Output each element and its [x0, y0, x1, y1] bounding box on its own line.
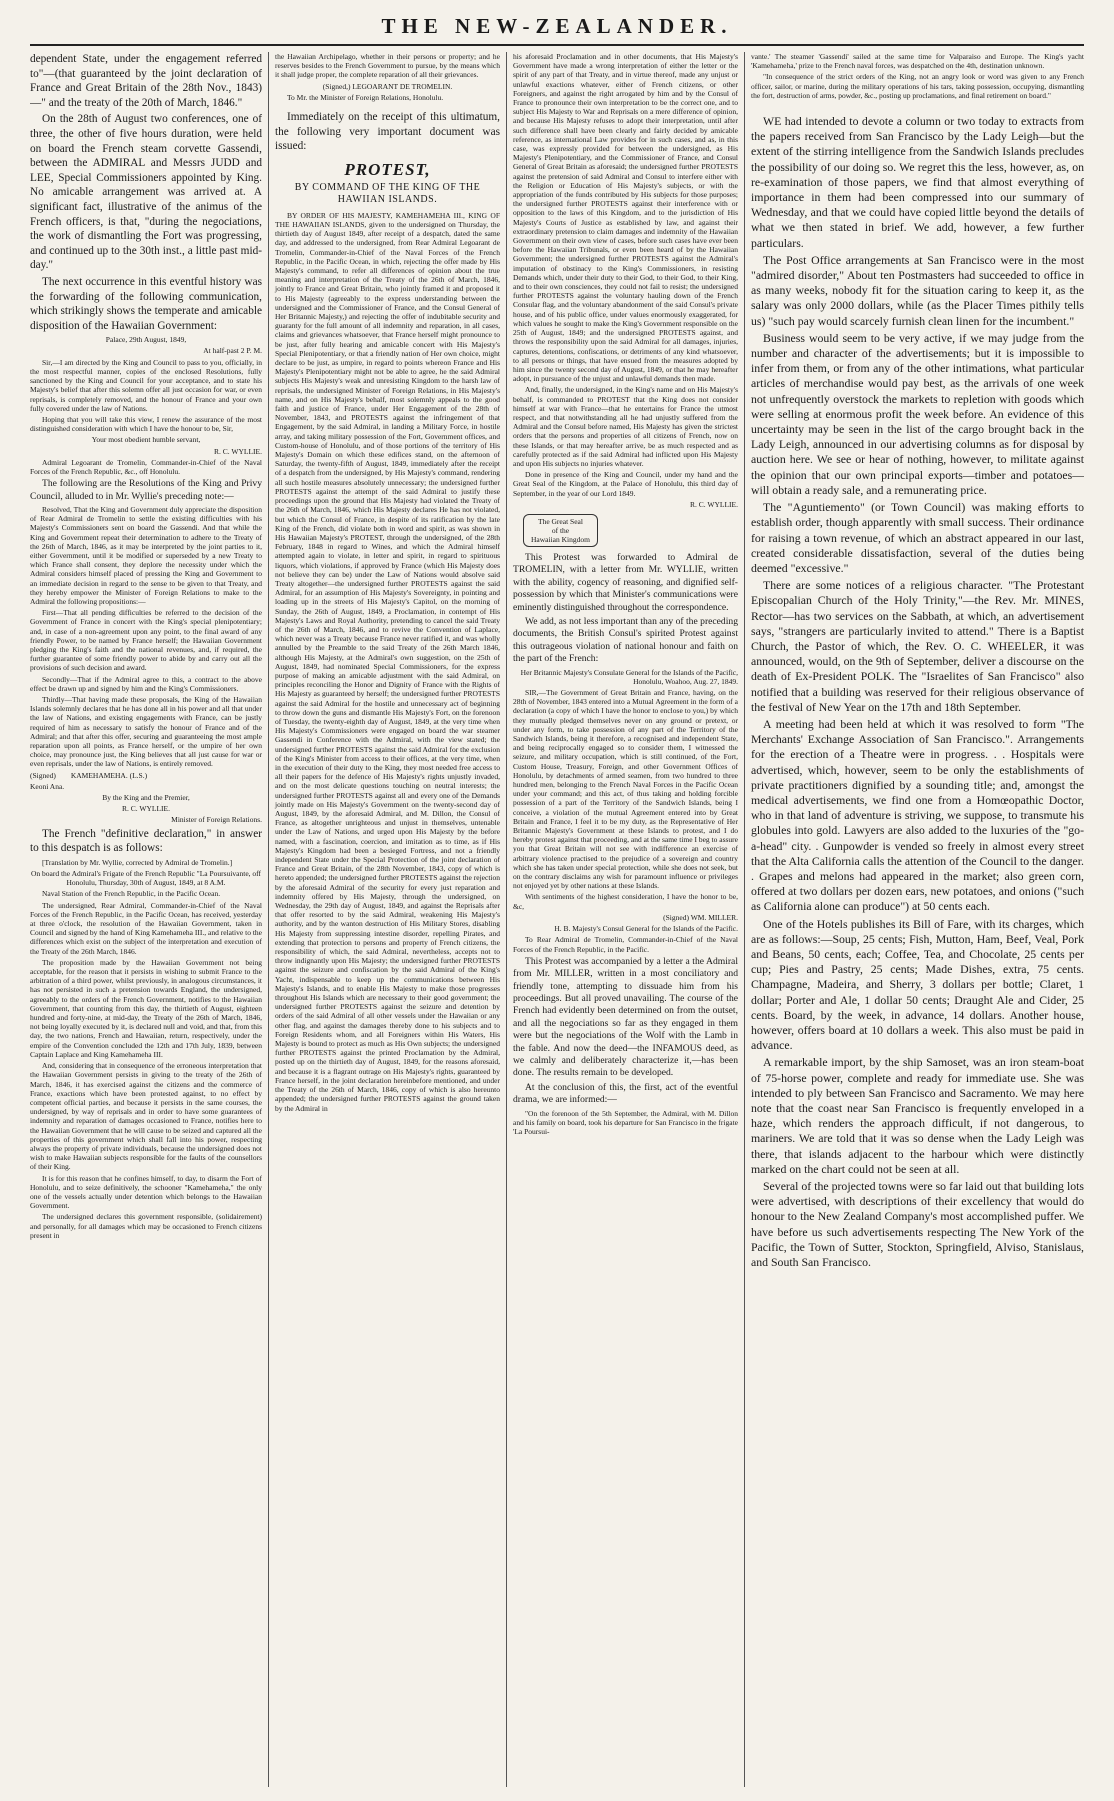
resolution-text: Thirdly—That having made these proposals, the King of the Hawaiian Islands solemnly declares that he has done all in his power and all that under the law of Nations, and existing engagements with France, can be justly required of him as necessary to satisfy the honour of France and of the Admiral; and that after this offer, securing and guaranteeing the most ample reparation upon all points, as France herself, or the umpire of her own choice, may pronounce just, the King believes that all just cause for war or even reprisals, under the law of Nations, is entirely removed.: [30, 695, 262, 769]
addressee: To Rear Admiral de Tromelin, Commander-in-Chief of the Naval Forces of the French Republic, in the Pacific.: [513, 935, 738, 954]
letter-text: Sir,—I am directed by the King and Council to pass to you, officially, in the most respectful manner, copies of the enclosed Resolutions, fully sanctioned by the King and Council for your acceptance, and to state his Majesty's belief that after this solemn offer all just occasion for war, or even reprisals, is completely removed, and the honour of France and your own fully covered under the law of Nations.: [30, 357, 262, 413]
masthead-rule: [30, 44, 1084, 46]
paragraph: The "Aguntiemento" (or Town Council) was making efforts to establish order, though apparently with small success. Their ordinance for raising a town revenue, of which an abstract appeared in our last, created considerable dissatisfaction, several of the duties being deemed "excessive.": [751, 500, 1084, 575]
dateline-time: At half-past 2 P. M.: [203, 346, 262, 356]
paragraph: dependent State, under the engagement referred to"—(that guaranteed by the joint declaration of France and Great Britain of the 28th Nov., 1843)—" and the treaty of the 20th of March, 1846.": [30, 53, 262, 109]
resolution-text: Resolved, That the King and Government duly appreciate the disposition of Rear Admiral de Tromelin to settle the existing difficulties with his Majesty's Commissioners sent on board the Gassendi. And that while the King and Government repeat their determination to adhere to the Treaty of the 26th of March, 1846, as it may be interpreted by the joint parties to it, either Government, until it be modified or superseded by a new Treaty to which France shall consent, they deplore the necessity under which the Admiral considers himself placed of pressing the King and Government to an immediate decision in regard to the sense to be given to that Treaty, and they hereby empower the Minister of Foreign Relations to make to the Admiral the following propositions:—: [30, 504, 262, 606]
declaration-text: It is for this reason that he confines himself, to day, to disarm the Fort of Honolulu, and to seize definitively, the schooner "Kamehameha," the only one of the vessels actually under detention which belongs to the Hawaiian Government.: [30, 1173, 262, 1211]
addressee: To Mr. the Minister of Foreign Relations, Honolulu.: [287, 92, 444, 102]
paragraph: There are some notices of a religious character. "The Protestant Episcopalian Church of the Holy Trinity,"—the Rev. Mr. MINES, Rector—has two services on the Sabbath, at which, an advertisement says, "strangers are particularly invited to attend." There is a Baptist Church, the Pastor of which, the Rev. O. C. WHEELER, it was announced, would, on the 9th of September, deliver a discourse on the death of Ex-President POLK. The "Israelites of San Francisco" also notified that a building was reserved for their religious observance of the festival of New Year on the 17th and 18th September.: [751, 578, 1084, 714]
seal-text: The Great Seal: [537, 516, 583, 526]
paragraph: Business would seem to be very active, if we may judge from the number and character of the advertisements; but it is impossible to infer from them, or from any of the other intimations, what particular articles of merchandise would pay best, as the arrivals of one week not unfrequently overstock the markets to repletion with goods which were selling at enormous profit the week before. An evidence of this uncertainty may be seen in the list of the cargo brought back in the Lady Leigh, announced in our advertising columns as for disposal by auction here. We see or hear of nothing, however, to militate against the opinion that our own principal exports—timber and potatoes—will obtain a ready sale, and a remunerating price.: [751, 330, 1084, 497]
paragraph: The following are the Resolutions of the King and Privy Council, alluded to in Mr. Wyllie's preceding note:—: [30, 478, 262, 502]
protest-text: Done in presence of the King and Council, under my hand and the Great Seal of the Kingdom, at the Palace of Honolulu, this third day of September, in the year of our Lord 1849.: [513, 470, 738, 498]
signature-title: H. B. Majesty's Consul General for the Islands of the Pacific.: [554, 924, 738, 934]
seal-text: Hawaiian Kingdom: [531, 534, 590, 544]
letter-text: Hoping that you will take this view, I renew the assurance of the most distinguished consideration with which I have the honour to be, Sir,: [30, 414, 262, 434]
great-seal-box: [523, 514, 598, 547]
letter-text: With sentiments of the highest consideration, I have the honor to be, &c,: [513, 892, 738, 911]
paragraph: The French "definitive declaration," in answer to this despatch is as follows:: [30, 827, 262, 855]
dateline: Naval Station of the French Republic, in the Pacific Ocean.: [42, 889, 221, 899]
signed-word: (Signed): [30, 770, 56, 780]
column-2: [268, 52, 506, 1787]
quotation: "In consequence of the strict orders of the King, not an angry look or word was given to any French officer, sailor, or marine, during the military operations of his tars, taking possession, occupying, dismantling the fort, destruction of arms, powder, &c., posting up proclamations, and final retirement on board.": [751, 72, 1084, 100]
paragraph: WE had intended to devote a column or two today to extracts from the papers received from San Francisco by the Lady Leigh—but the extent of the stirring intelligence from the Sandwich Islands precludes the possibility of our doing so. We regret this the less, however, as, on re-examination of those papers, we find that almost everything of importance in them had been compressed into our summary of Wednesday, and that we could have copied little beyond the details of what we then stated in brief. We add, however, a few further particulars.: [751, 114, 1084, 250]
paragraph: This Protest was forwarded to Admiral de TROMELIN, with a letter from Mr. WYLLIE, written with the ability, cogency of reasoning, and dignified self-possession by which that Minister's communications were eminently distinguished throughout the correspondence.: [513, 551, 738, 613]
declaration-text: The undersigned, Rear Admiral, Commander-in-Chief of the Naval Forces of the French Republic, in the Pacific Ocean, has received, yesterday at three o'clock, the resolution of the Hawaiian Government, taken in Council and signed by the hand of King Kamehameha III., and relative to the differences which exist on the subject of the interpretation and execution of the Treaty of the 26th March, 1846.: [30, 900, 262, 956]
signature-title: Minister of Foreign Relations.: [171, 815, 262, 825]
letter-text: SIR,—The Government of Great Britain and France, having, on the 28th of November, 1843 entered into a Mutual Agreement in the form of a declaration (a copy of which I have the honor to enclose to you,) by which they mutually pledged themselves never on any ground or pretext, or under any form, to take possession of any part of the Territory of the Sandwich Islands, being it therefore, a recognised and independent State, and being reciprocally engaged so to consider them, I witnessed the seizure, and military occupation, which is still continued, of the Fort, Custom House, Treasury, Foreign, and other Government Offices of Honolulu, by detachments of armed seamen, from two hundred to three hundred men, belonging to the French Naval Forces in the Pacific Ocean under your command; and this act, of thus taking and holding forcible possession of a part of the Territory of the Sandwich Islands, being I conceive, a violation of the mutual Agreement entered into by Great Britain and France, I feel it to be my duty, as the Representative of Her Britannic Majesty's Government at these Islands to protest, and I do hereby protest against that proceeding, and at the same time I beg to assure you that Great Britain will not see with indifference an exercise of arbitrary violence practised to the prejudice of a sovereign and country which she has taken under special protection, while she does not seek, but on the contrary disclaims any wish for paramount influence or privileges not enjoyed yet by other nations at these Islands.: [513, 688, 738, 891]
seal-text: of the: [551, 525, 570, 535]
paragraph: Immediately on the receipt of this ultimatum, the following very important document was issued:: [275, 111, 500, 153]
paragraph: A remarkable import, by the ship Samoset, was an iron steam-boat of 75-horse power, complete and ready for immediate use. She was intended to ply between San Francisco and Sacramento. We may here note that the coast near San Francisco is frequently enveloped in a haze, which renders the approach difficult, if not dangerous, to mariners. We are told that it was so dense when the Lady Leigh was there, that islands adjacent to the harbour which were distinctly marked on the chart could not be seen at all.: [751, 1055, 1084, 1176]
signature: Keoni Ana.: [30, 781, 65, 791]
addressee: Admiral Legoarant de Tromelin, Commander-in-Chief of the Naval Forces of the French Republic, &c., off Honolulu.: [30, 457, 262, 476]
protest-heading: PROTEST,: [344, 159, 431, 179]
signature: R. C. WYLLIE.: [690, 499, 738, 509]
column-4: [744, 52, 1084, 1787]
paragraph: A meeting had been held at which it was resolved to form "The Merchants' Exchange Association of San Francisco.". Arrangements for the erection of a Theatre were in progress. . . Hospitals were advertised, which, however, seem to be only the establishments of private practitioners dignified by a sounding title; and, amongst the medical advertisements, we find one from a Homœopathic Doctor, who in that land of adventure is striving, we suppose, to transmute his globules into gold. Lawyers are also added to the luxuries of the "go-a-head" city. . Gunpowder is vended so freely in almost every street that the Alta California calls the attention of the Council to the danger. . Grapes and melons had appeared in the market; also green corn, offered at two dollars per dozen ears, new potatoes, and onions ("such as California alone can produce") at 50 cents each.: [751, 716, 1084, 914]
signature-line: By the King and the Premier,: [102, 793, 190, 803]
dateline: Palace, 29th August, 1849,: [105, 335, 187, 345]
signature: R. C. WYLLIE.: [122, 804, 170, 814]
dateline: On board the Admiral's Frigate of the French Republic "La Poursuivante, off Honolulu, Thursday, 30th of August, 1849, at 8 A.M.: [30, 869, 262, 888]
signature: (Signed) WM. MILLER.: [663, 912, 738, 922]
masthead: THE NEW-ZEALANDER.: [381, 14, 733, 38]
paragraph: The Post Office arrangements at San Francisco were in the most "admired disorder," About ten Postmasters had succeeded to office in as many weeks, nobody fit for the situation caring to keep it, as the salary was only 2000 dollars, while (as the Placer Times pithily tells us) "such pay would scarcely furnish clean linen for the incumbent.": [751, 252, 1084, 328]
paragraph: At the conclusion of this, the first, act of the eventful drama, we are informed:—: [513, 1081, 738, 1106]
paragraph: The next occurrence in this eventful history was the forwarding of the following communication, which strikingly shows the temperate and amicable disposition of the Hawaiian Government:: [30, 275, 262, 332]
declaration-text: the Hawaiian Archipelago, whether in their persons or property; and he reserves besides to the French Government to pursue, by the means which it shall judge proper, the complete reparation of all their grievances.: [275, 52, 500, 80]
protest-text: And, finally, the undersigned, in the King's name and on His Majesty's behalf, is commanded to PROTEST that the King does not consider himself at war with France—that he entertains for France the utmost respect, and that notwithstanding all he had unjustly suffered from the Admiral and the Consul before named, His Majesty has given the strictest orders that the persons and properties of all citizens of French, now on these Islands, or that may hereafter arrive, be as much respected and as carefully protected as if the said Admiral had inflicted upon His Majesty and upon His subjects no injuries whatever.: [513, 385, 738, 468]
signature: KAMEHAMEHA. (L.S.): [70, 770, 148, 780]
declaration-text: The proposition made by the Hawaiian Government not being acceptable, for the reason that it persists in wishing to submit France to the arbitration of a third power, whilst previously, in analogous circumstances, it has not persisted in such a pretension towards England, the undersigned, agreeably to the orders of the French Government, notifies to the Hawaiian Government, that counting from this day, the thirtieth of August, eighteen hundred and forty-nine, at mid-day, the Treaty of the 26th of March, 1846, not being loyally executed by it, is declared null and void, and that, from this day, the two nations, French and Hawaiian, return, respectively, under the empire of the Convention concluded the 12th and 17th July, 1839, between Captain Laplace and King Kamehameha III.: [30, 957, 262, 1059]
quotation: vante.' The steamer 'Gassendi' sailed at the same time for Valparaiso and Europe. The King's yacht 'Kamehameha,' prize to the French naval forces, was despatched on the 4th, destination unknown.: [751, 52, 1084, 71]
protest-text: his aforesaid Proclamation and in other documents, that His Majesty's Government have made a wrong interpretation of either the letter or the spirit of any part of that Treaty, and in virtue thereof, made any unjust or unlawful exactions whatever, either of French citizens, or other Foreigners, and against the right arrogated by him and by the Consul of France to pronounce their own interpretation to be the correct one, and to subject His Majesty to War and Reprisals on a mere difference of opinion, and because His Majesty refuses to adopt their interpretation, until after such difference shall have been clearly and fairly decided by amicable reference, as international Law provides for in such cases, and as, in this case, was expressly provided for between the undersigned, as His Majesty's Plenipotentiary, and the Commissioner of France, and Consul General of Great Britain as aforesaid; the undersigned further PROTESTS against the pretension of said Admiral and Consul to interfere either with the Religion or Education of His Majesty's subjects, or with the appropriation of the funds contributed by His subjects for those purposes; the undersigned further PROTESTS against their interference with or opposition to the laws of this Kingdom, and to the jurisdiction of His Majesty's Courts of Justice as established by law, and against their extraordinary pretension to claim damages and indemnity of the Hawaiian Government on their own view of cases, before such cases have ever been before the Hawaiian Tribunals, or even been heard of by the Hawaiian Government; the undersigned further PROTESTS against the Admiral's imputation of obstinacy to the King's Commissioners, in resisting Demands which, under their duty to their God, to their God, to their King, and to their own consciences, they could not fail to resist; the undersigned further PROTESTS against the voluntary hauling down of the French Consular flag, and the voluntary abandonment of the said Consul's private house, and of his public office, under values enormously exaggerated, for which values he sought to make the King's Government responsible on the 25th of August, 1849; and the undersigned PROTESTS against, and throws the responsibility upon the said Admiral for all damages, injuries, captures, detentions, confiscations, or detriments of any kind whatsoever, to all persons or things, that have ensued from the measures adopted by him since the twenty second day of August, 1849, or that he may hereafter adopt, in pursuance of the unjust and unlawful demands then made.: [513, 52, 738, 384]
quotation: "On the forenoon of the 5th September, the Admiral, with M. Dillon and his family on board, took his departure for San Francisco in the frigate 'La Poursui-: [513, 1108, 738, 1136]
declaration-text: The undersigned declares this government responsible, (solidairement) and personally, for all damages which may be occasioned to French citizens present in: [30, 1212, 262, 1240]
signed-label: [30, 771, 262, 780]
columns: [30, 52, 1084, 1787]
translation-note: [Translation by Mr. Wyllie, corrected by Admiral de Tromelin.]: [42, 857, 233, 867]
dateline: Her Britannic Majesty's Consulate General for the Islands of the Pacific, Honolulu, Woahoo, Aug. 27, 1849.: [520, 667, 738, 686]
protest-subheading: BY COMMAND OF THE KING OF THE HAWIIAN ISLANDS.: [294, 181, 481, 205]
protest-text: BY ORDER OF HIS MAJESTY, KAMEHAMEHA III., KING OF THE HAWAIIAN ISLANDS, given to the undersigned on Thursday, the thirtieth day of August 1849, after receipt of a despatch, dated the same day, and addressed to the undersigned, from Rear Admiral Legoarant de Tromelin, Commander-in-Chief of the Naval Forces of the French Republic, in the Pacific Ocean, in which, rejecting the offer made by His Majesty's command, to refer all differences of opinion about the true meaning and interpretation of the Treaty of the 26th of March, 1846, jointly to France and Great Britain, who jointly framed it and proposed it to His Majesty (agreeably to the express understanding between the undersigned and the Commissioner of France, and the Consul General of Her Britannic Majesty,) and rejecting the offer of indubitable security and guaranty for the full amount of all indemnity and reparation, in all cases, claims and grievances whatsoever, that France herself might pronounce to be just, after fully hearing and amicable concert with His Majesty's Special Plenipotentiary, or that a friendly nation of Her own choice, might declare to be just, as umpire, in regard to points whereon France and His Majesty's Plenipotentiary might not be able to agree, he the said Admiral subjects His Majesty's weak and unresisting Kingdom to the harsh law of reprisals, the undersigned Minister of Foreign Relations, in His Majesty's name, and on His Majesty's behalf, most solemnly appeals to the good faith and justice of France, under Her Engagement of the 28th of November, 1843, and PROTESTS against the infringement of that Engagement, by the said Admiral, in landing a Military Force, in hostile array, and taking military possession of the Fort, Government offices, and Custom-house of Honolulu, and of those portions of the territory of His Majesty's Domain on which these edifices stand, on the afternoon of Saturday, the twenty-fifth of August, 1849, immediately after the receipt of a despatch from the undersigned, by His Majesty's command, rendering all such hostile measures absolutely unnecessary; the undersigned further PROTESTS against the attempt of the said Admiral to justify these proceedings upon the ground that His Majesty had violated the Treaty of the 26th of March, 1846, which His Majesty declares He has not violated, but which the Consul of France, in despite of its ratification by the late King of the French, did violate both in word and spirit, as was shown in His Hawaiian Majesty's PROTEST, through the undersigned, of the 28th February, 1848 in regard to Wines, and which the Admiral himself attempted again to violate, in letter and spirit, in regard to spirituous liquors, which violations, if approved by France (which His Majesty does not believe they can be) under the Law of Nations would absolve said Treaty altogether—the undersigned further PROTESTS against the said Admiral, for an assumption of His Majesty's Sovereignty, in pointing and loading up in the streets of His Majesty's Capitol, on the morning of Sunday, the 26th of August, 1849, a Proclamation, in contempt of His Majesty's Laws and Royal Authority, pretending to cancel the said Treaty of the 26th of March, 1846, and to revive the Convention of Laplace, which never was a Treaty because France never ratified it, and was wholly annulled by the Preamble to the said Treaty of the 26th March 1846, although His Majesty, at the Admiral's own suggestion, on the 25th of August, 1849, had nominated Special Commissioners, for the express purpose of making an amicable adjustment with the said Admiral, on principles reconciling the Honor and Dignity of France with the Rights of His Majesty as guaranteed by herself; the undersigned further PROTESTS against the said Admiral for the hostile and unnecessary act of beginning to throw down the guns and dismantle His Majesty's Fort, on the forenoon of Tuesday, the twenty-eighth day of August, 1849, at the very time when His Majesty's Commissioners were engaged on board the war steamer Gassendi in Conference with the Admiral, with the view stated; the undersigned further PROTESTS against the said Admiral for the exclusion of the King's Minister from access to their offices, at the very time, when in the execution of their duty to the King, they most needed free access to all their papers for the defence of His Majesty's rights unjustly invaded, and on the most delicate questions touching on neutral interests; the undersigned further PROTESTS against all and every one of the Demands jointly made on His Majesty's Government on the twenty-second day of August, 1849, by the aforesaid Admiral, and M. Dillon, the Consul of France, as altogether unrighteous and unjust in themselves, untenable under the Law of Nations, and urged upon His Majesty by the before named, with a fascination, coercion, and imitation as to time, as if His Majesty's Kingdom had been a besieged Fortress, and not a friendly independent State under the Special Protection of the joint declaration of France and Great Britain, of the 28th November, 1843, copy of which is hereto appended; the undersigned further PROTESTS against the rejection by the aforesaid Admiral of the security for every just reparation and indemnity offered by His Majesty, through the undersigned, on Wednesday, the 29th day of August, 1849, and against the Reprisals after that offer resorted to by the said Admiral, weakening His Majesty's authority, and by the wanton destruction of His Military Stores, disabling His Majesty from suppressing intestine disorder, repelling Pirates, and extending that protection to persons and property of French citizens, the responsibility of which, the said Admiral, nevertheless, accepts not to throw indignantly upon His Majesty; the undersigned further PROTESTS against the seizure and confiscation by the said Admiral of the King's Yacht, indispensable to keep up the communications between His Majesty's Islands, and to enable His Majesty to make those progresses throughout His Islands which are necessary to their good government; the undersigned further PROTESTS against the seizure and detention by orders of the said Admiral of all other vessels under the Hawaiian or any other flag, and against the damages thereby done to his subjects and to Foreign Residents whom, and all Foreigners within His Waters, His Majesty is bound to protect as much as His Own subjects; the undersigned further PROTESTS against the printed Proclamation by the Admiral, posted up on the thirtieth day of August, 1849, for the reasons aforesaid, and because it is a flagrant outrage on His Majesty's rights, guaranteed by France herself, in the joint declaration hereinbefore mentioned, and under the Treaty of the 26th of March, 1846, copy of which is also hereunto appended; the undersigned further PROTESTS against the ground taken by the Admiral in: [275, 210, 500, 1113]
column-3: [506, 52, 744, 1787]
resolution-text: Secondly—That if the Admiral agree to this, a contract to the above effect be drawn up and signed by him and the King's Commissioners.: [30, 674, 262, 693]
declaration-text: And, considering that in consequence of the erroneous interpretation that the Hawaiian Government persists in giving to the treaty of the 26th of March, 1846, it has exercised against the citizens and the commerce of France, exactions which have been protested against, to no effect by competent official parties, and because it persists in the same courses, the undersigned, by way of reprisals and in order to have some guarantees of indemnity and reparation of damages occasioned to France, notifies here to the Hawaiian Government that he will cause to be seized and captured all the properties of this government which shall fall into his power, respecting always the property of private individuals, because the undersigned does not wish to make Hawaiian subjects responsible for the faults of the counsellors of their King.: [30, 1061, 262, 1172]
column-1: [30, 52, 268, 1787]
letter-closing: Your most obedient humble servant,: [91, 435, 201, 445]
paragraph: On the 28th of August two conferences, one of three, the other of five hours duration, were held on board the French steam corvette Gassendi, between the ADMIRAL and Messrs JUDD and LEE, Special Commissioners appointed by King. No amicable arrangement was arrived at. A significant fact, illustrative of the animus of the French officers, is that, "during the negociations, the work of dismantling the Fort was progressing, and continued up to the 30th inst., a little past mid-day.": [30, 113, 262, 272]
resolution-text: First—That all pending difficulties be referred to the decision of the Government of France in concert with the King's special plenipotentiary; and, in case of a non-agreement upon any point, to the final award of any friendly Power, to be named by France herself; the Hawaiian Government pledging the King's faith and the national revenues, and, if required, the further guarantee of some friendly power to abide by and carry out all the provisions of such decision and award.: [30, 608, 262, 673]
paragraph: This Protest was accompanied by a letter a the Admiral from Mr. MILLER, written in a most conciliatory and friendly tone, attempting to dissuade him from his proceedings. But all proved unavailing. The course of the French had evidently been determined on from the outset, and all the negociations so far as they engaged in them were but the negociations of the Wolf with the Lamb in the fable. And now the deed—the INFAMOUS deed, as we calmly and deliberately characterize it,—has been done. The results remain to be developed.: [513, 955, 738, 1079]
paragraph: One of the Hotels publishes its Bill of Fare, with its charges, which are as follows:—Soup, 25 cents; Fish, Mutton, Ham, Beef, Veal, Pork and Beans, 50 cents, each; Coffee, Tea, and Chocolate, 25 cents per cup; Pies and Pastry, 25 cents; Made Dishes, extra, 75 cents. Champagne, Madeira, and Sherry, 3 dollars per bottle; Claret, 1 dollar; Porter and Ale, 1 dollar 50 cents; Draught Ale and Cider, 25 cents. Board, by the week, in advance, 14 dollars. Another house, however, offers board at 10 dollars a week. This also must be paid in advance.: [751, 916, 1084, 1053]
paragraph: Several of the projected towns were so far laid out that building lots were advertised, with descriptions of their excellency that would do honour to the New Zealand Company's most accomplished puffer. We have before us such advertisements respecting The New York of the Pacific, the Town of Sutter, Stockton, Springfield, Alviso, Stanislaus, and South San Francisco.: [751, 1179, 1084, 1270]
signature: (Signed,) LEGOARANT DE TROMELIN.: [322, 81, 453, 91]
signature: R. C. WYLLIE.: [214, 446, 262, 456]
paragraph: We add, as not less important than any of the preceding documents, the British Consul's spirited Protest against this outrageous violation of national honour and faith on the part of the French:: [513, 615, 738, 665]
